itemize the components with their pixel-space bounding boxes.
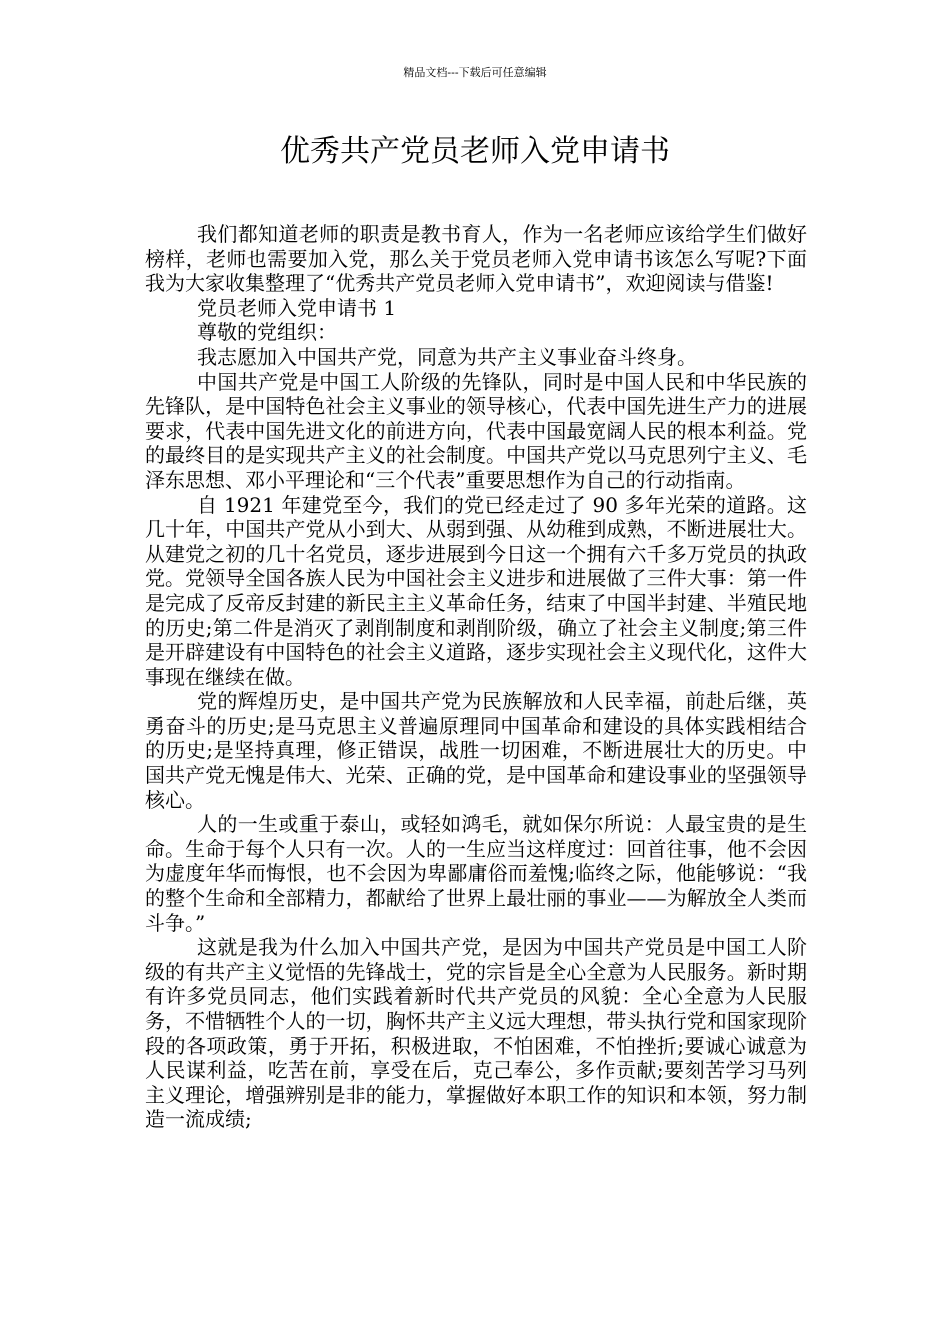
body-paragraph: 人的一生或重于泰山，或轻如鸿毛，就如保尔所说：人最宝贵的是生命。生命于每个人只有一次。人的一生应当这样度过：回首往事，他不会因为虚度年华而悔恨，也不会因为卑鄙庸俗而羞愧;临终之际，他能够说：“我的整个生命和全部精力，都献给了世界上最壮丽的事业——为解放全人类而斗争。” [145,812,807,935]
body-paragraph: 中国共产党是中国工人阶级的先锋队，同时是中国人民和中华民族的先锋队，是中国特色社会主义事业的领导核心，代表中国先进生产力的进展要求，代表中国先进文化的前进方向，代表中国最宽阔人民的根本利益。党的最终目的是实现共产主义的社会制度。中国共产党以马克思列宁主义、毛泽东思想、邓小平理论和“三个代表”重要思想作为自己的行动指南。 [145,369,807,492]
document-title: 优秀共产党员老师入党申请书 [280,134,670,169]
section-heading: 党员老师入党申请书 1 [197,295,397,320]
body-paragraph: 我志愿加入中国共产党，同意为共产主义事业奋斗终身。 [197,344,697,369]
salutation: 尊敬的党组织： [197,320,337,345]
header-note: 精品文档---下载后可任意编辑 [403,66,547,79]
body-paragraph: 这就是我为什么加入中国共产党，是因为中国共产党员是中国工人阶级的有共产主义觉悟的先锋战士，党的宗旨是全心全意为人民服务。新时期有许多党员同志，他们实践着新时代共产党员的风貌：全心全意为人民服务，不惜牺牲个人的一切，胸怀共产主义远大理想，带头执行党和国家现阶段的各项政策，勇于开拓，积极进取，不怕困难，不怕挫折;要诚心诚意为人民谋利益，吃苦在前，享受在后，克己奉公，多作贡献;要刻苦学习马列主义理论，增强辨别是非的能力，掌握做好本职工作的知识和本领，努力制造一流成绩; [145,935,807,1132]
document-body [145,222,807,1132]
body-paragraph: 自 1921 年建党至今，我们的党已经走过了 90 多年光荣的道路。这几十年，中国共产党从小到大、从弱到强、从幼稚到成熟，不断进展壮大。从建党之初的几十名党员，逐步进展到今日这一个拥有六千多万党员的执政党。党领导全国各族人民为中国社会主义进步和进展做了三件大事：第一件是完成了反帝反封建的新民主主义革命任务，结束了中国半封建、半殖民地的历史;第二件是消灭了剥削制度和剥削阶级，确立了社会主义制度;第三件是开辟建设有中国特色的社会主义道路，逐步实现社会主义现代化，这件大事现在继续在做。 [145,492,807,689]
body-paragraph: 党的辉煌历史，是中国共产党为民族解放和人民幸福，前赴后继，英勇奋斗的历史;是马克思主义普遍原理同中国革命和建设的具体实践相结合的历史;是坚持真理，修正错误，战胜一切困难，不断进展壮大的历史。中国共产党无愧是伟大、光荣、正确的党，是中国革命和建设事业的坚强领导核心。 [145,689,807,812]
intro-paragraph: 我们都知道老师的职责是教书育人，作为一名老师应该给学生们做好榜样，老师也需要加入党，那么关于党员老师入党申请书该怎么写呢?下面我为大家收集整理了“优秀共产党员老师入党申请书”，欢迎阅读与借鉴! [145,222,807,296]
